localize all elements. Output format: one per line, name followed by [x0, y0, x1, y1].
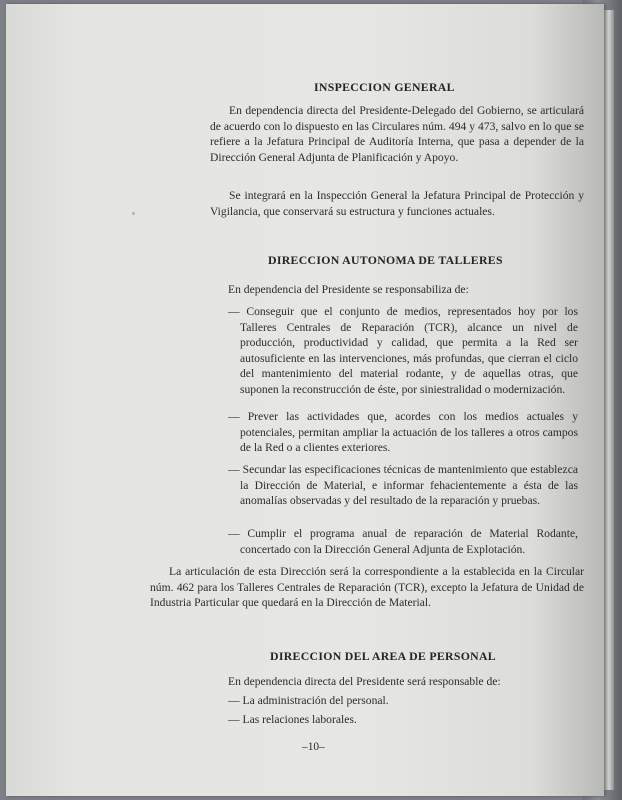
page-content [6, 4, 604, 796]
paragraph-inspeccion-1: En dependencia directa del Presidente-Delegado del Gobierno, se articulará de acuerdo con lo dispuesto en las Circulares núm. 494 y 473, salvo en lo que se refiere a la Jefatura Principal de Auditoría Interna, que pasa a depender de la Dirección General Adjunta de Planificación y Apoyo. [210, 104, 584, 164]
page-number: –10– [302, 741, 325, 753]
list-item-talleres-3: — Secundar las especificaciones técnicas de mantenimiento que establezca la Dirección de Material, e informar fehacientemente a ésta de las anomalías observadas y del resultado de la reparación y pruebas. [228, 463, 578, 508]
closing-talleres: La articulación de esta Dirección será la correspondiente a la establecida en la Circular núm. 462 para los Talleres Centrales de Reparación (TCR), excepto la Jefatura de Unidad de Industria Particular que quedará en la Dirección de Material. [150, 565, 584, 610]
intro-personal: En dependencia directa del Presidente será responsable de: [228, 675, 501, 688]
page-stack-edge [604, 10, 614, 790]
list-item-talleres-4: — Cumplir el programa anual de reparación de Material Rodante, concertado con la Dirección General Adjunta de Explotación. [228, 527, 578, 556]
list-item-personal-1: — La administración del personal. [228, 694, 389, 707]
list-item-personal-2: — Las relaciones laborales. [228, 713, 357, 726]
document-page [6, 4, 604, 796]
paragraph-inspeccion-2: Se integrará en la Inspección General la Jefatura Principal de Protección y Vigilancia, que conservará su estructura y funciones actuales. [210, 189, 584, 218]
heading-inspeccion-general: INSPECCION GENERAL [314, 80, 455, 94]
heading-direccion-area-personal: DIRECCION DEL AREA DE PERSONAL [270, 649, 496, 663]
list-item-talleres-2: — Prever las actividades que, acordes con los medios actuales y potenciales, permitan ampliar la actuación de los talleres a otros campos de la Red o a clientes exteriores. [228, 410, 578, 455]
list-item-talleres-1: — Conseguir que el conjunto de medios, representados hoy por los Talleres Centrales de Reparación (TCR), alcance un nivel de producción, productividad y calidad, que permita a la Red ser autosuficiente en las intervenciones, más profundas, que cierran el ciclo del mantenimiento del material rodante, y de aquellas otras, que suponen la reconstrucción de éste, por siniestralidad o modernización. [228, 305, 578, 396]
heading-direccion-autonoma-talleres: DIRECCION AUTONOMA DE TALLERES [268, 253, 503, 267]
intro-talleres: En dependencia del Presidente se responsabiliza de: [228, 283, 469, 296]
